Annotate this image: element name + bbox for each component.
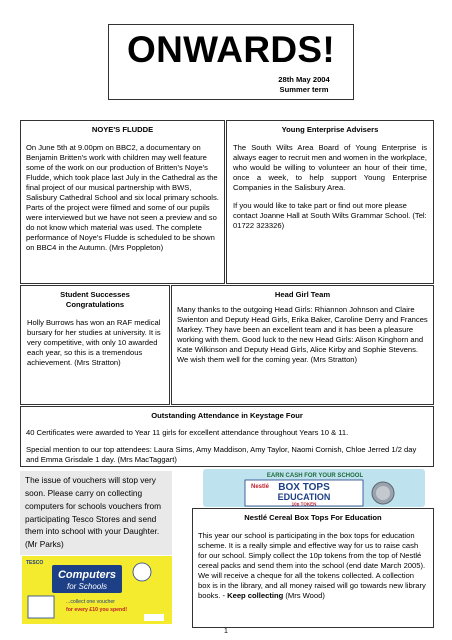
article-paragraph: If you would like to take part or find out more please contact Joanne Hall at South Wilts Grammar School. (Tel: 01722 323326)	[233, 201, 427, 231]
article-paragraph: 40 Certificates were awarded to Year 11 girls for excellent attendance throughout Years 10 & 11.	[26, 428, 349, 438]
article-body-emphasis: Keep collecting	[227, 591, 284, 601]
article-body: The issue of vouchers will stop very soon. Please carry on collecting computers for schools vouchers from participating Tesco Stores and send them into school with your Daughter. (Mr Parks)	[25, 475, 162, 550]
logo-line1: BOX TOPS	[278, 482, 330, 493]
article-young-enterprise	[226, 120, 434, 284]
article-noyes-fludde	[20, 120, 225, 284]
logo-line3: ...collect one voucher	[66, 599, 116, 605]
logo-line2: EDUCATION	[277, 492, 331, 502]
logo-line1: Computers	[57, 569, 117, 581]
article-body-main: This year our school is participating in the box tops for education scheme. It is a really simple and effective way for us to raise cash for our school. Simply collect the 10p tokens from the top of Nestlé cereal packs and send them into the school (end date March 2005). We will receive a cheque for all the tokens collected. A collection box is in the library, and all money raised will go towards new library books. -	[198, 531, 426, 601]
article-body: Holly Burrows has won an RAF medical bursary for her studies at university. It is very competitive, with only 10 awarded each year, so this is a tremendous achievement. (Mrs Stratton)	[27, 318, 161, 368]
logo-brand: Nestlé	[251, 484, 270, 490]
badge-icon	[133, 563, 151, 581]
article-vouchers	[20, 471, 172, 555]
article-subheading: Congratulations	[65, 300, 125, 310]
tag-icon	[144, 614, 164, 621]
logo-brand: TESCO	[26, 560, 44, 566]
article-heading: Outstanding Attendance in Keystage Four	[151, 411, 303, 420]
logo-line4: for every £10 you spend!	[66, 607, 128, 613]
issue-date	[264, 75, 344, 96]
article-heading: NOYE'S FLUDDE	[91, 125, 154, 134]
monitor-icon	[28, 596, 54, 618]
article-head-girl-team	[171, 285, 434, 405]
article-body	[198, 531, 428, 601]
box-tops-logo	[203, 469, 425, 507]
article-heading: Young Enterprise Advisers	[281, 125, 379, 134]
article-heading: Student Successes	[60, 290, 130, 299]
article-student-successes	[20, 285, 170, 405]
article-box-tops	[192, 508, 434, 628]
article-attendance	[20, 406, 434, 467]
article-body: On June 5th at 9.00pm on BBC2, a documentary on Benjamin Britten's work with children may well feature some of the work on our production of Britten's Noye's Fludde, which took place last July in the Cathedral as the final project of our musical partnership with BWS, Salisbury Cathedral School and six local primary schools. Parts of the project were filmed and some of our pupils were interviewed but we have not seen a preview and so do not know which material was used. The complete performance of Noye's Fludde is scheduled to be shown on BBC4 in the Autumn. (Mrs Poppleton)	[26, 143, 219, 253]
article-paragraph: The South Wilts Area Board of Young Enterprise is always eager to recruit men and women in the workplace, who would be willing to volunteer an hour of their time, once a week, to help support Young Enterprise Companies in the Salisbury Area.	[233, 143, 427, 193]
logo-text-top: EARN CASH FOR YOUR SCHOOL	[266, 473, 364, 479]
newsletter-title: ONWARDS!	[127, 29, 335, 70]
logo-line2: for Schools	[66, 582, 108, 591]
article-paragraph: Special mention to our top attendees: Laura Sims, Amy Maddison, Amy Taylor, Naomi Cornish, Chloe Jerred 1/2 day and Emma Grisdale 1 day. (Mrs MacTaggart)	[26, 445, 417, 465]
page-number: 1	[224, 628, 228, 635]
issue-date-line: 28th May 2004	[278, 75, 330, 84]
logo-line3: 10p TOKEN	[291, 501, 317, 507]
issue-term-line: Summer term	[279, 85, 329, 95]
article-body: Many thanks to the outgoing Head Girls: Rhiannon Johnson and Claire Swienton and Deputy Head Girls, Erika Baker, Caroline Derry and Frances Markey. They have been an excellent team and it has been a pleasure working with them. Good luck to the new Head Girls: Alison Kinghorn and Kate Wilkinson and Deputy Head Girls, Alice Kirby and Sophie Stevens. We wish them well for the coming year. (Mrs Stratton)	[177, 305, 428, 365]
computers-for-schools-logo	[22, 556, 172, 624]
article-body-end: (Mrs Wood)	[283, 591, 325, 601]
coin-inner-icon	[376, 486, 390, 500]
masthead	[108, 24, 354, 100]
article-heading: Nestlé Cereal Box Tops For Education	[244, 513, 382, 522]
article-heading: Head Girl Team	[274, 290, 331, 299]
